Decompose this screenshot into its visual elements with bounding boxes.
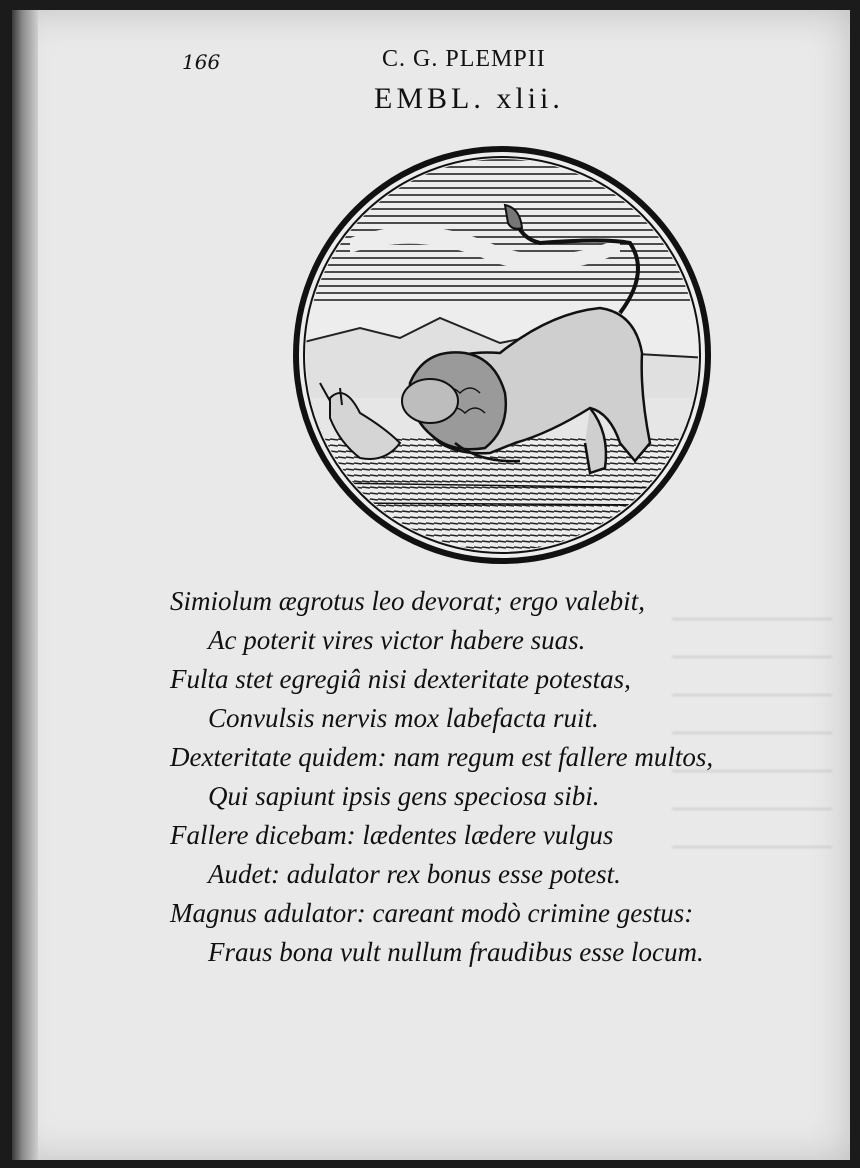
emblem-woodcut — [290, 143, 714, 567]
emblem-label: EMBL. xlii. — [374, 82, 564, 115]
verse-line: Audet: adulator rex bonus esse potest. — [208, 859, 621, 889]
verse-line: Fallere dicebam: lædentes lædere vulgus — [170, 820, 614, 850]
verse-line: Convulsis nervis mox labefacta ruit. — [208, 703, 599, 733]
verse-line: Magnus adulator: careant modò crimine gestus: — [170, 898, 694, 928]
running-head: C. G. PLEMPII — [382, 46, 546, 72]
verse-line: Ac poterit vires victor habere suas. — [208, 625, 586, 655]
verse-line: Simiolum ægrotus leo devorat; ergo valebit, — [170, 586, 645, 616]
verse-line: Dexteritate quidem: nam regum est fallere multos, — [170, 742, 714, 772]
verse-line: Fraus bona vult nullum fraudibus esse locum. — [208, 937, 704, 967]
page-number: 166 — [182, 50, 221, 74]
verse-line: Qui sapiunt ipsis gens speciosa sibi. — [208, 781, 600, 811]
verse-line: Fulta stet egregiâ nisi dexteritate potestas, — [170, 664, 631, 694]
book-page — [12, 10, 850, 1160]
book-spine-shadow — [12, 10, 38, 1160]
